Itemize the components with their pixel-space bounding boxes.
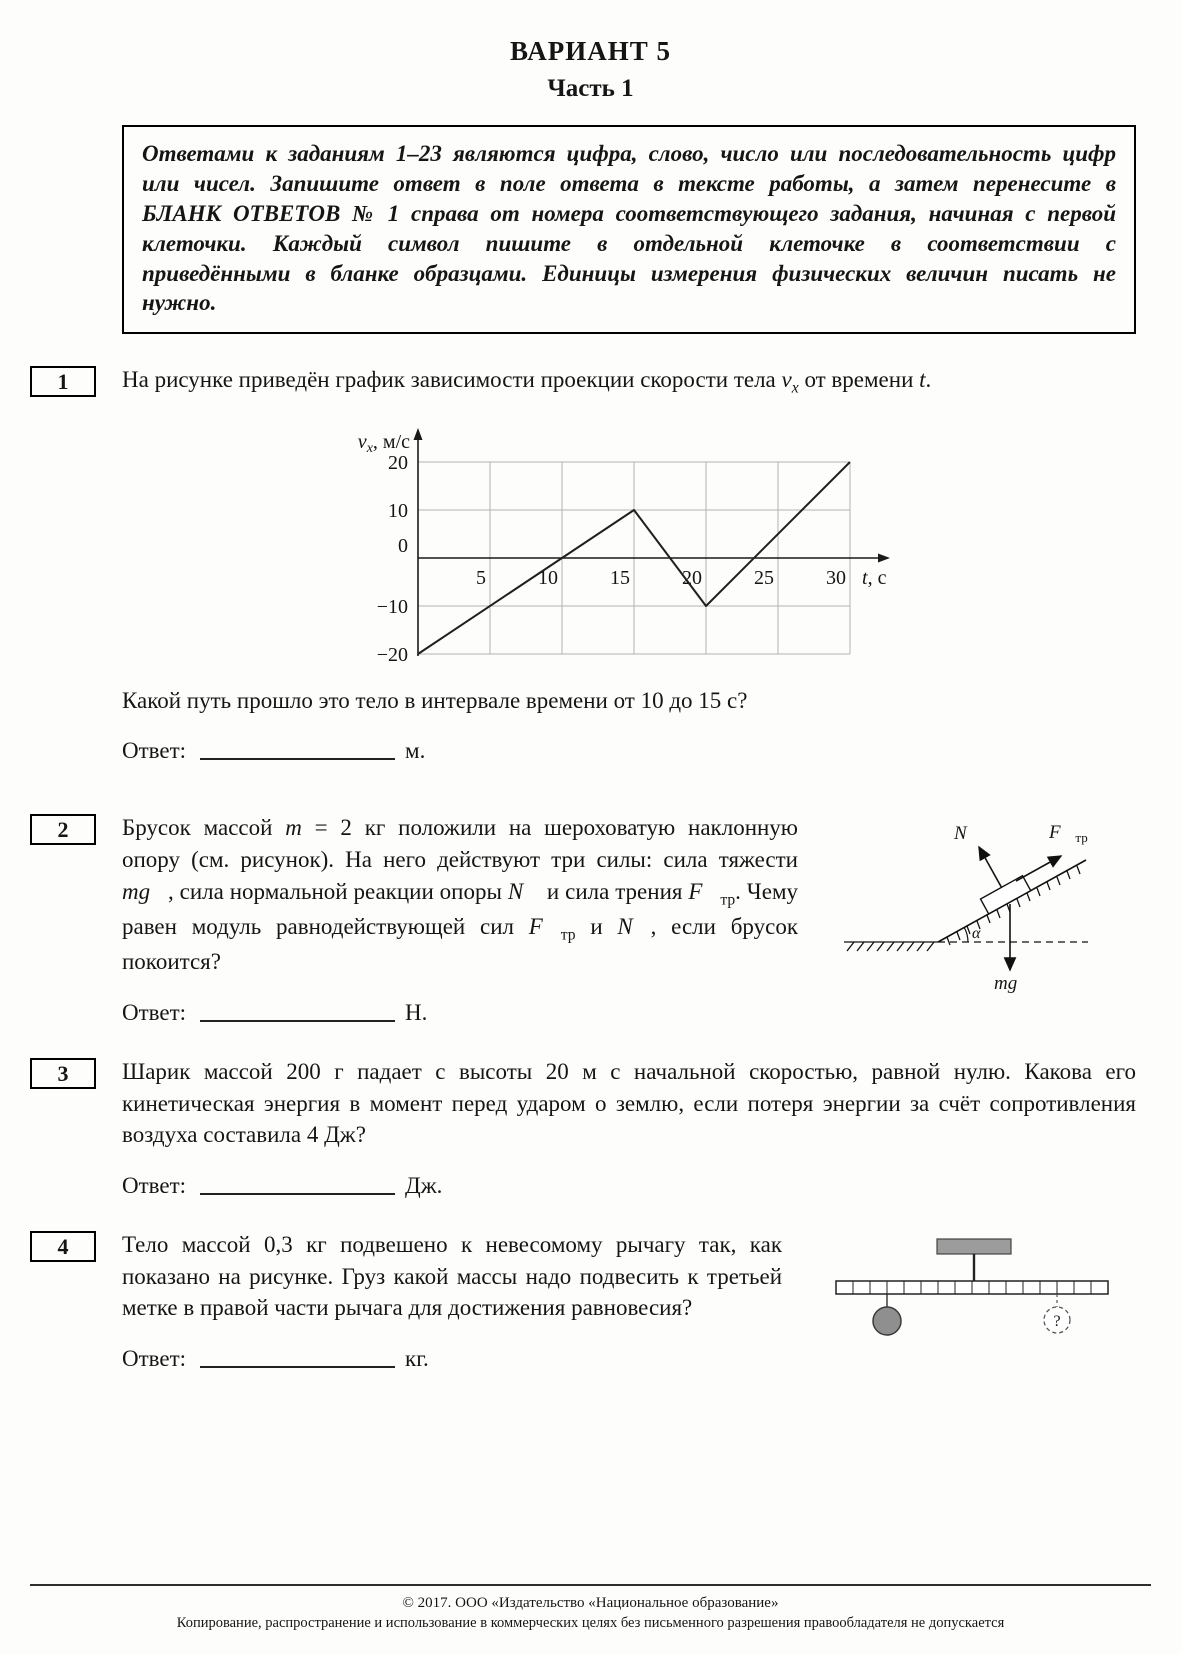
angle-label: α [972, 925, 981, 943]
support-bar [937, 1239, 1011, 1254]
copy-restriction-line: Копирование, распространение и использование в коммерческих целях без письменного разрешения правообладателя не допускается [176, 1615, 1005, 1631]
answer-unit: Дж. [405, 1173, 443, 1198]
page-footer [30, 1584, 1151, 1632]
answer-label: Ответ: [122, 999, 187, 1025]
question-number: 1 [57, 369, 69, 395]
friction-subscript: тр [560, 926, 576, 944]
instruction-text: Ответами к заданиям 1–23 являются цифра, слово, число или последовательность цифр или чисел. Запишите ответ в поле ответа в тексте работы, а затем перенесите в БЛАНК ОТВЕТОВ № 1 справа от номера соответствующего задания, начиная с первой клеточки. Каждый символ пишите в отдельной клеточке в соответствии с приведёнными в бланке образцами. Единицы измерения физических величин писать не нужно. [142, 141, 1116, 316]
svg-text:20: 20 [682, 566, 702, 589]
vector-f: F⃗ [528, 913, 561, 939]
incline-diagram [842, 814, 1092, 994]
question-1-question: Какой путь прошло это тело в интервале времени от 10 до 15 с? [122, 687, 748, 713]
answer-unit: Н. [405, 999, 428, 1025]
question-2-number-box [30, 814, 96, 845]
svg-text:10: 10 [538, 566, 558, 589]
gravity-label-text: mg⃗ [994, 973, 1032, 995]
svg-text:20: 20 [388, 451, 408, 474]
text-run: от времени [798, 367, 920, 393]
svg-text:30: 30 [826, 566, 846, 589]
var-v: v [781, 367, 792, 393]
velocity-time-graph [322, 410, 922, 668]
text-run: . [925, 367, 932, 393]
part-title: Часть 1 [547, 75, 634, 102]
var-v-sub: x [791, 379, 799, 397]
text-run: Брусок массой [122, 815, 286, 841]
copyright-line: © 2017. ООО «Издательство «Национальное образование» [402, 1595, 779, 1611]
variant-title: ВАРИАНТ 5 [509, 36, 672, 66]
svg-text:15: 15 [610, 566, 630, 589]
incline-surface [938, 860, 1086, 945]
question-4-text: Тело массой 0,3 кг подвешено к невесомому рычагу так, как показано на рисунке. Груз какой массы надо подвесить к третьей метке в правой части рычага для достижения равновесия? [122, 1232, 782, 1321]
svg-text:−10: −10 [376, 595, 408, 618]
answer-label: Ответ: [122, 1346, 187, 1372]
question-4-text-column [122, 1229, 782, 1372]
svg-text:t, с: t, с [862, 566, 887, 589]
svg-text:−20: −20 [376, 643, 408, 666]
answer-label: Ответ: [122, 738, 187, 764]
question-4 [0, 1229, 1181, 1372]
vector-mg: mg⃗ [122, 878, 168, 904]
vector-n: N⃗ [617, 913, 651, 939]
angle-arc [964, 928, 968, 943]
question-3-number-box [30, 1058, 96, 1089]
var-m: m [285, 815, 302, 841]
question-1 [0, 364, 1181, 764]
svg-text:0: 0 [398, 534, 408, 557]
normal-force-label [953, 823, 981, 844]
text-run: = 2 кг положили на шероховатую наклонную опору (см. рисунок). На него действуют три силы: сила тяжести [122, 815, 798, 872]
answer-unit: м. [405, 738, 426, 764]
answer-blank [200, 1181, 395, 1195]
question-3-text: Шарик массой 200 г падает с высоты 20 м с начальной скоростью, равной нулю. Какова его кинетическая энергия в момент перед ударом о землю, если потеря энергии за счёт сопротивления воздуха составила 4 Дж? [122, 1058, 1136, 1148]
text-run: , если брусок покоится? [122, 913, 799, 975]
text-run: . Чему равен модуль равнодействующей сил [122, 878, 799, 939]
friction-force-label [1048, 822, 1088, 845]
question-1-intro [122, 364, 1136, 399]
text-run: и сила трения [541, 878, 689, 904]
normal-force-vector [979, 847, 1002, 887]
question-2 [0, 812, 1181, 1026]
question-2-answer-line [122, 1000, 798, 1026]
answer-blank [200, 746, 395, 760]
question-number: 2 [57, 817, 69, 843]
answer-blank [200, 1008, 395, 1022]
instruction-box [122, 125, 1136, 334]
friction-label-sub: тр [1075, 830, 1088, 846]
question-3-answer-line [122, 1173, 1136, 1199]
vector-f: F⃗ [688, 878, 721, 904]
question-3 [0, 1056, 1181, 1199]
answer-unit: кг. [405, 1346, 429, 1372]
lever-diagram [822, 1235, 1122, 1347]
text-run: и [575, 913, 618, 939]
gravity-label [994, 973, 1032, 994]
svg-text:10: 10 [388, 499, 408, 522]
ground-surface [844, 942, 938, 951]
unknown-weight-label: ? [1053, 1313, 1061, 1330]
question-1-answer-line [122, 738, 1136, 764]
friction-label-text: F⃗ [1049, 822, 1076, 844]
block [981, 876, 1031, 914]
question-2-text [122, 812, 798, 978]
question-number: 4 [57, 1234, 69, 1259]
text-run: , сила нормальной реакции опоры [168, 878, 508, 904]
vector-n: N⃗ [507, 878, 542, 904]
question-4-answer-line [122, 1346, 782, 1372]
hanging-weight [873, 1307, 901, 1335]
friction-subscript: тр [720, 891, 736, 909]
svg-text:25: 25 [754, 566, 774, 589]
question-2-text-column [122, 812, 798, 1026]
question-number: 3 [57, 1060, 69, 1086]
velocity-graph-figure [322, 410, 1136, 673]
svg-text:vx, м/с: $v_x$, м/с [357, 430, 410, 456]
var-t: t [919, 367, 926, 393]
question-4-number-box [30, 1231, 96, 1262]
answer-blank [200, 1354, 395, 1368]
question-1-number-box [30, 366, 96, 397]
svg-text:5: 5 [476, 566, 486, 589]
answer-label: Ответ: [122, 1173, 187, 1198]
normal-force-label-text: N⃗ [954, 823, 982, 845]
text-run: На рисунке приведён график зависимости проекции скорости тела [122, 367, 782, 393]
